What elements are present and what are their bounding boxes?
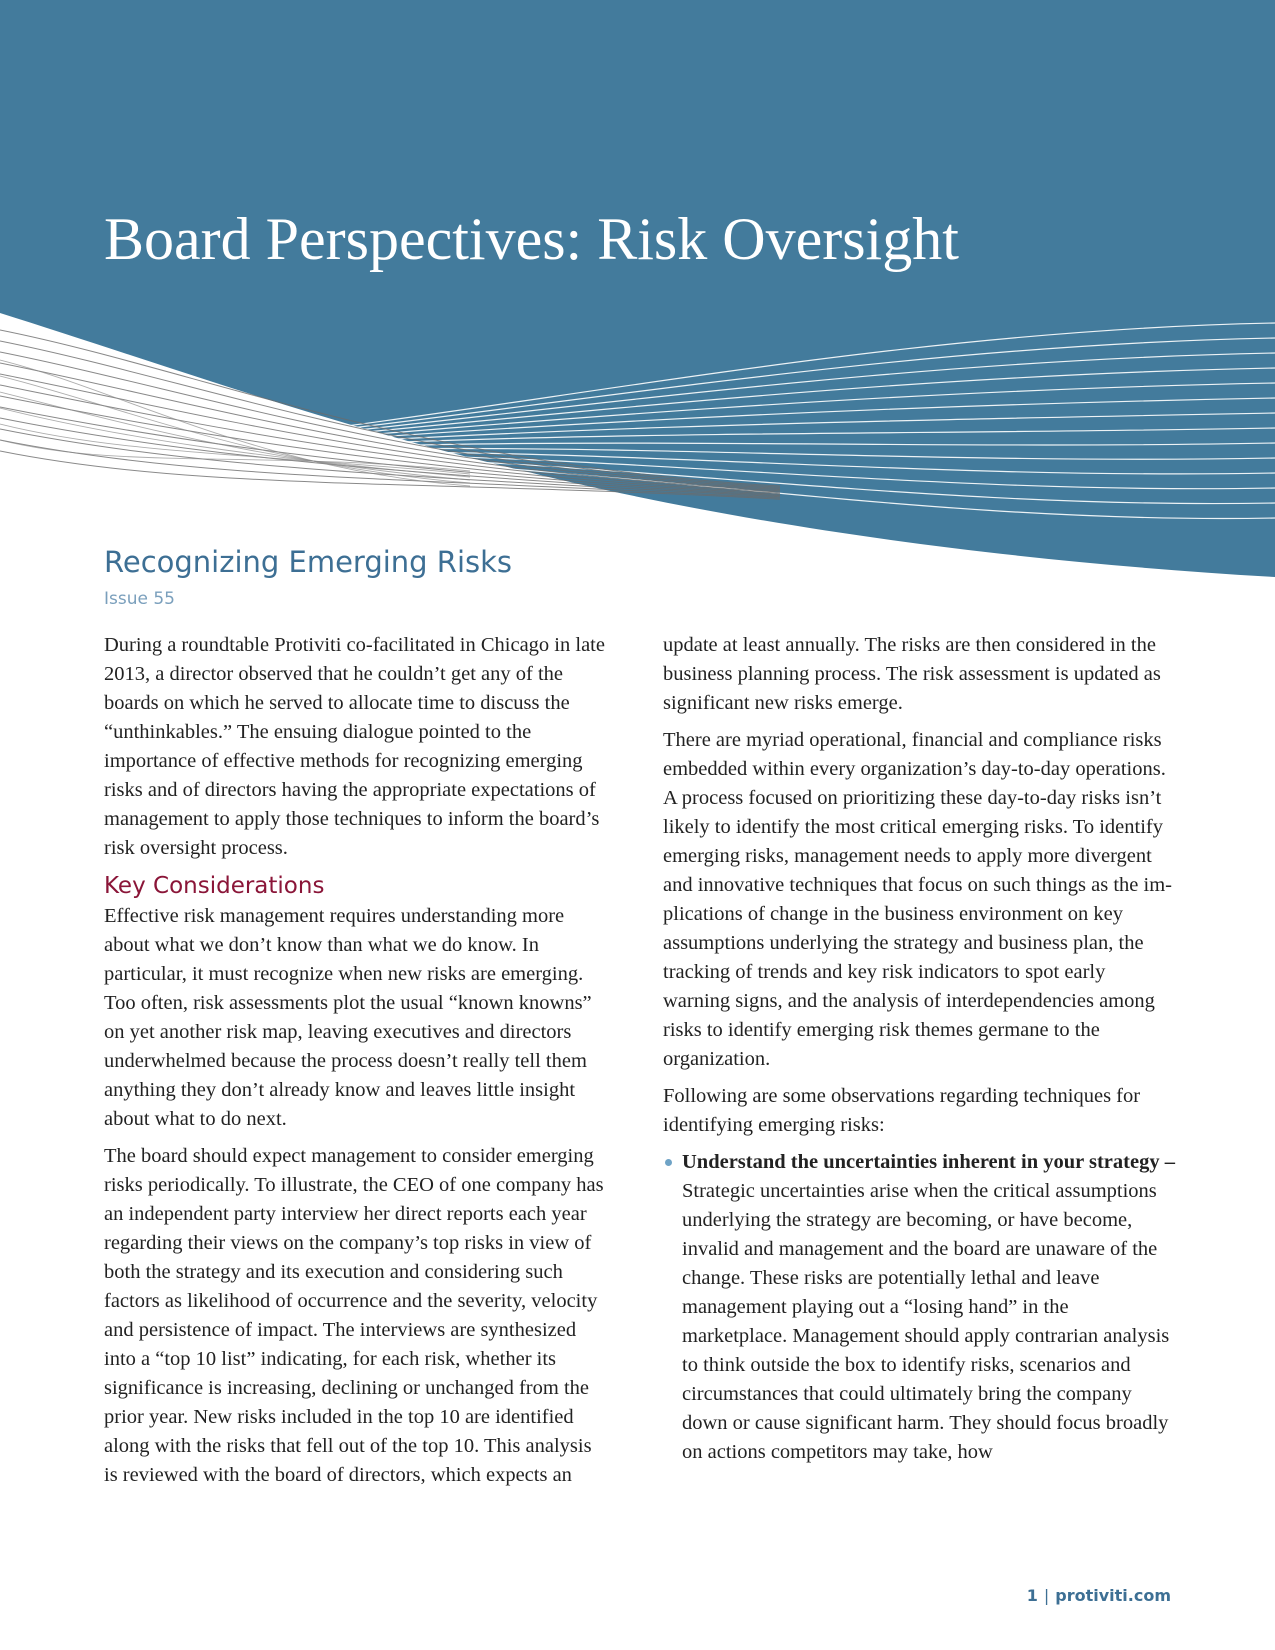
list-item [663,1148,1175,1467]
right-column [663,631,1175,1467]
key-considerations-heading: Key Considerations [104,873,325,899]
body-paragraph: update at least annually. The risks are then considered in the business planning process. The risk assessment is updated as significant new risks emerge. [663,634,1161,714]
intro-paragraph: During a roundtable Protiviti co-facilitated in Chicago in late 2013, a director observed that he couldn’t get any of the boards on which he served to allocate time to discuss the “unthinkables.” The ensuing dialogue pointed to the importance of effective methods for recognizing emerging risks and of directors having the appropriate expectations of management to apply those techniques to inform the board’s risk oversight process. [104,634,605,859]
body-paragraph: Following are some observations regarding techniques for identifying emerging risks: [663,1085,1141,1136]
body-paragraph: Effective risk management requires understanding more about what we don’t know than what we do know. In particular, it must recognize when new risks are emerging. Too often, risk assessments plot the usual “known knowns” on yet another risk map, leaving executives and directors underwhelmed because the process doesn’t really tell them anything they don’t already know and leaves little insight about what to do next. [104,905,592,1130]
techniques-list [663,1148,1175,1467]
body-paragraph: The board should expect management to consider emerging risks periodically. To illustrate, the CEO of one company has an independent party interview her direct reports each year regarding their views on the company’s top risks in view of both the strategy and its execution and considering such factors as likelihood of occurrence and the severity, velocity and persistence of impact. The interviews are synthesized into a “top 10 list” indicating, for each risk, whether its significance is increasing, declining or unchanged from the prior year. New risks included in the top 10 are identified along with the risks that fell out of the top 10. This analysis is reviewed with the board of directors, which expects an [104,1145,604,1486]
footer-site-link[interactable]: protiviti.com [1055,1586,1171,1605]
footer-separator: | [1043,1586,1050,1605]
issue-number: Issue 55 [104,589,175,609]
article-title: Recognizing Emerging Risks [104,545,513,579]
page-footer [1027,1586,1171,1605]
bullet-text: Strategic uncertainties arise when the critical assumptions underlying the strategy are becoming, or have become, invalid and management and the board are unaware of the change. These risks are potentially lethal and leave management playing out a “losing hand” in the marketplace. Management should apply contrarian analysis to think outside the box to identify risks, scenarios and circumstances that could ultimately bring the company down or cause significant harm. They should focus broadly on actions competitors may take, how [682,1180,1170,1463]
page-number: 1 [1026,1586,1038,1605]
left-column [104,631,610,1498]
page-title: Board Perspectives: Risk Oversight [104,206,959,272]
header-banner [0,0,1275,600]
body-paragraph: There are myriad operational, financial and compliance risks embedded within every organization’s day-to-day operations. A process focused on prioritizing these day-to-day risks isn’t likely to identify the most critical emerging risks. To identify emerging risks, management needs to apply more divergent and innovative techniques that focus on such things as the implications of change in the business environment on key assumptions underlying the strategy and business plan, the tracking of trends and key risk indicators to spot early warning signs, and the analysis of interdependencies among risks to identify emerging risk themes germane to the organization. [663,729,1172,1070]
bullet-title: Understand the uncertainties inherent in your strategy – [682,1151,1175,1173]
